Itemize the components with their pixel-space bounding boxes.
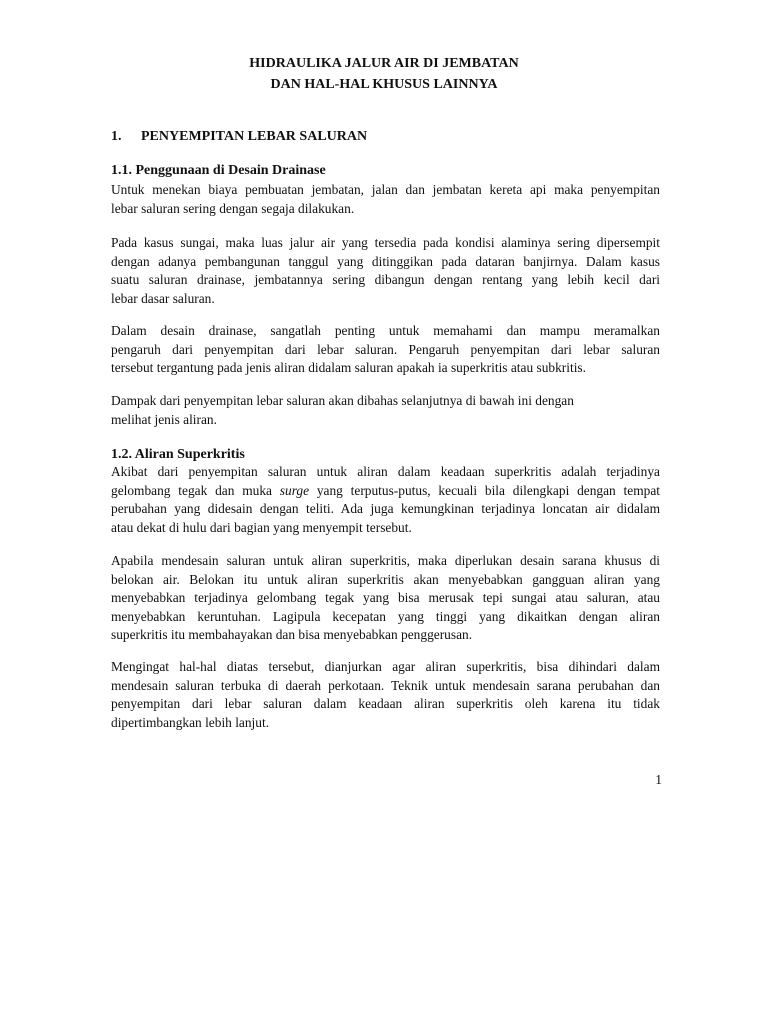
text-line: Dalam desain drainase, sangatlah penting untuk memahami dan mampu meramalkan — [111, 323, 660, 338]
paragraph-1-1-d — [111, 392, 626, 429]
text-line: belokan air. Belokan itu untuk aliran superkritis akan menyebabkan gangguan aliran yang — [111, 571, 660, 587]
paragraph-1-2-b — [111, 552, 660, 645]
text-line: Akibat dari penyempitan saluran untuk aliran dalam keadaan superkritis adalah terjadinya — [111, 464, 660, 479]
text-line: melihat jenis aliran. — [111, 411, 217, 427]
italic-term-surge: surge — [279, 482, 310, 498]
text-line: dengan adanya pembangunan tanggul yang ditinggikan pada dataran banjirnya. Dalam kasus — [111, 253, 660, 269]
section-heading — [111, 127, 367, 147]
section-title: PENYEMPITAN LEBAR SALURAN — [141, 129, 368, 144]
paragraph-1-2-c — [111, 658, 660, 732]
subsection-heading-1-1: 1.1. Penggunaan di Desain Drainase — [111, 163, 326, 178]
text-run: gelombang tegak dan muka — [111, 482, 280, 498]
text-line: mendesain saluran terbuka di daerah perkotaan. Teknik untuk mendesain sarana perubahan dan — [111, 677, 660, 693]
text-line: lebar dasar saluran. — [111, 290, 215, 306]
paragraph-1-1-a — [111, 181, 660, 218]
text-line: Dampak dari penyempitan lebar saluran akan dibahas selanjutnya di bawah ini dengan — [111, 393, 574, 408]
text-line: Pada kasus sungai, maka luas jalur air yang tersedia pada kondisi alaminya sering dipersempit — [111, 235, 660, 250]
text-line: superkritis itu membahayakan dan bisa menyebabkan penggerusan. — [111, 627, 473, 643]
document-title-line-1: HIDRAULIKA JALUR AIR DI JEMBATAN — [249, 56, 519, 71]
text-line: tersebut tergantung pada jenis aliran didalam saluran apakah ia superkritis atau subkritis. — [111, 360, 586, 376]
text-line: menyebabkan terjadinya gelombang tegak yang bisa merusak tepi sungai atau saluran, atau — [111, 590, 660, 606]
text-line: penyempitan dari lebar saluran dalam keadaan aliran superkritis oleh karena itu tidak — [111, 696, 660, 712]
section-number: 1. — [111, 129, 122, 144]
subsection-heading-1-2: 1.2. Aliran Superkritis — [111, 447, 245, 462]
text-line: Apabila mendesain saluran untuk aliran superkritis, maka diperlukan desain sarana khusus di — [111, 553, 660, 568]
paragraph-1-1-c — [111, 322, 660, 378]
paragraph-1-2-a — [111, 463, 660, 537]
text-line: perubahan yang didesain dengan teliti. Ada juga kemungkinan terjadinya loncatan air didalam — [111, 501, 660, 517]
text-line: Untuk menekan biaya pembuatan jembatan, jalan dan jembatan kereta api maka penyempitan — [111, 182, 660, 197]
text-line: atau dekat di hulu dari bagian yang menyempit tersebut. — [111, 519, 412, 535]
text-line: pengaruh dari penyempitan dari lebar saluran. Pengaruh penyempitan dari lebar saluran — [111, 341, 660, 357]
text-line — [111, 482, 660, 501]
text-line: dipertimbangkan lebih lanjut. — [111, 714, 270, 730]
text-line: menyebabkan keruntuhan. Lagipula kecepatan yang tinggi yang dikaitkan dengan aliran — [111, 608, 660, 624]
page-number: 1 — [655, 772, 662, 787]
text-line: lebar saluran sering dengan segaja dilakukan. — [111, 200, 355, 216]
text-run: yang terputus-putus, kecuali bila dilengkapi dengan tempat — [309, 482, 660, 498]
text-line: suatu saluran drainase, jembatannya sering dibangun dengan rentang yang lebih kecil dari — [111, 272, 660, 288]
paragraph-1-1-b — [111, 234, 660, 308]
text-line: Mengingat hal-hal diatas tersebut, dianjurkan agar aliran superkritis, bisa dihindari dalam — [111, 659, 660, 674]
document-title-line-2: DAN HAL-HAL KHUSUS LAINNYA — [270, 77, 498, 92]
